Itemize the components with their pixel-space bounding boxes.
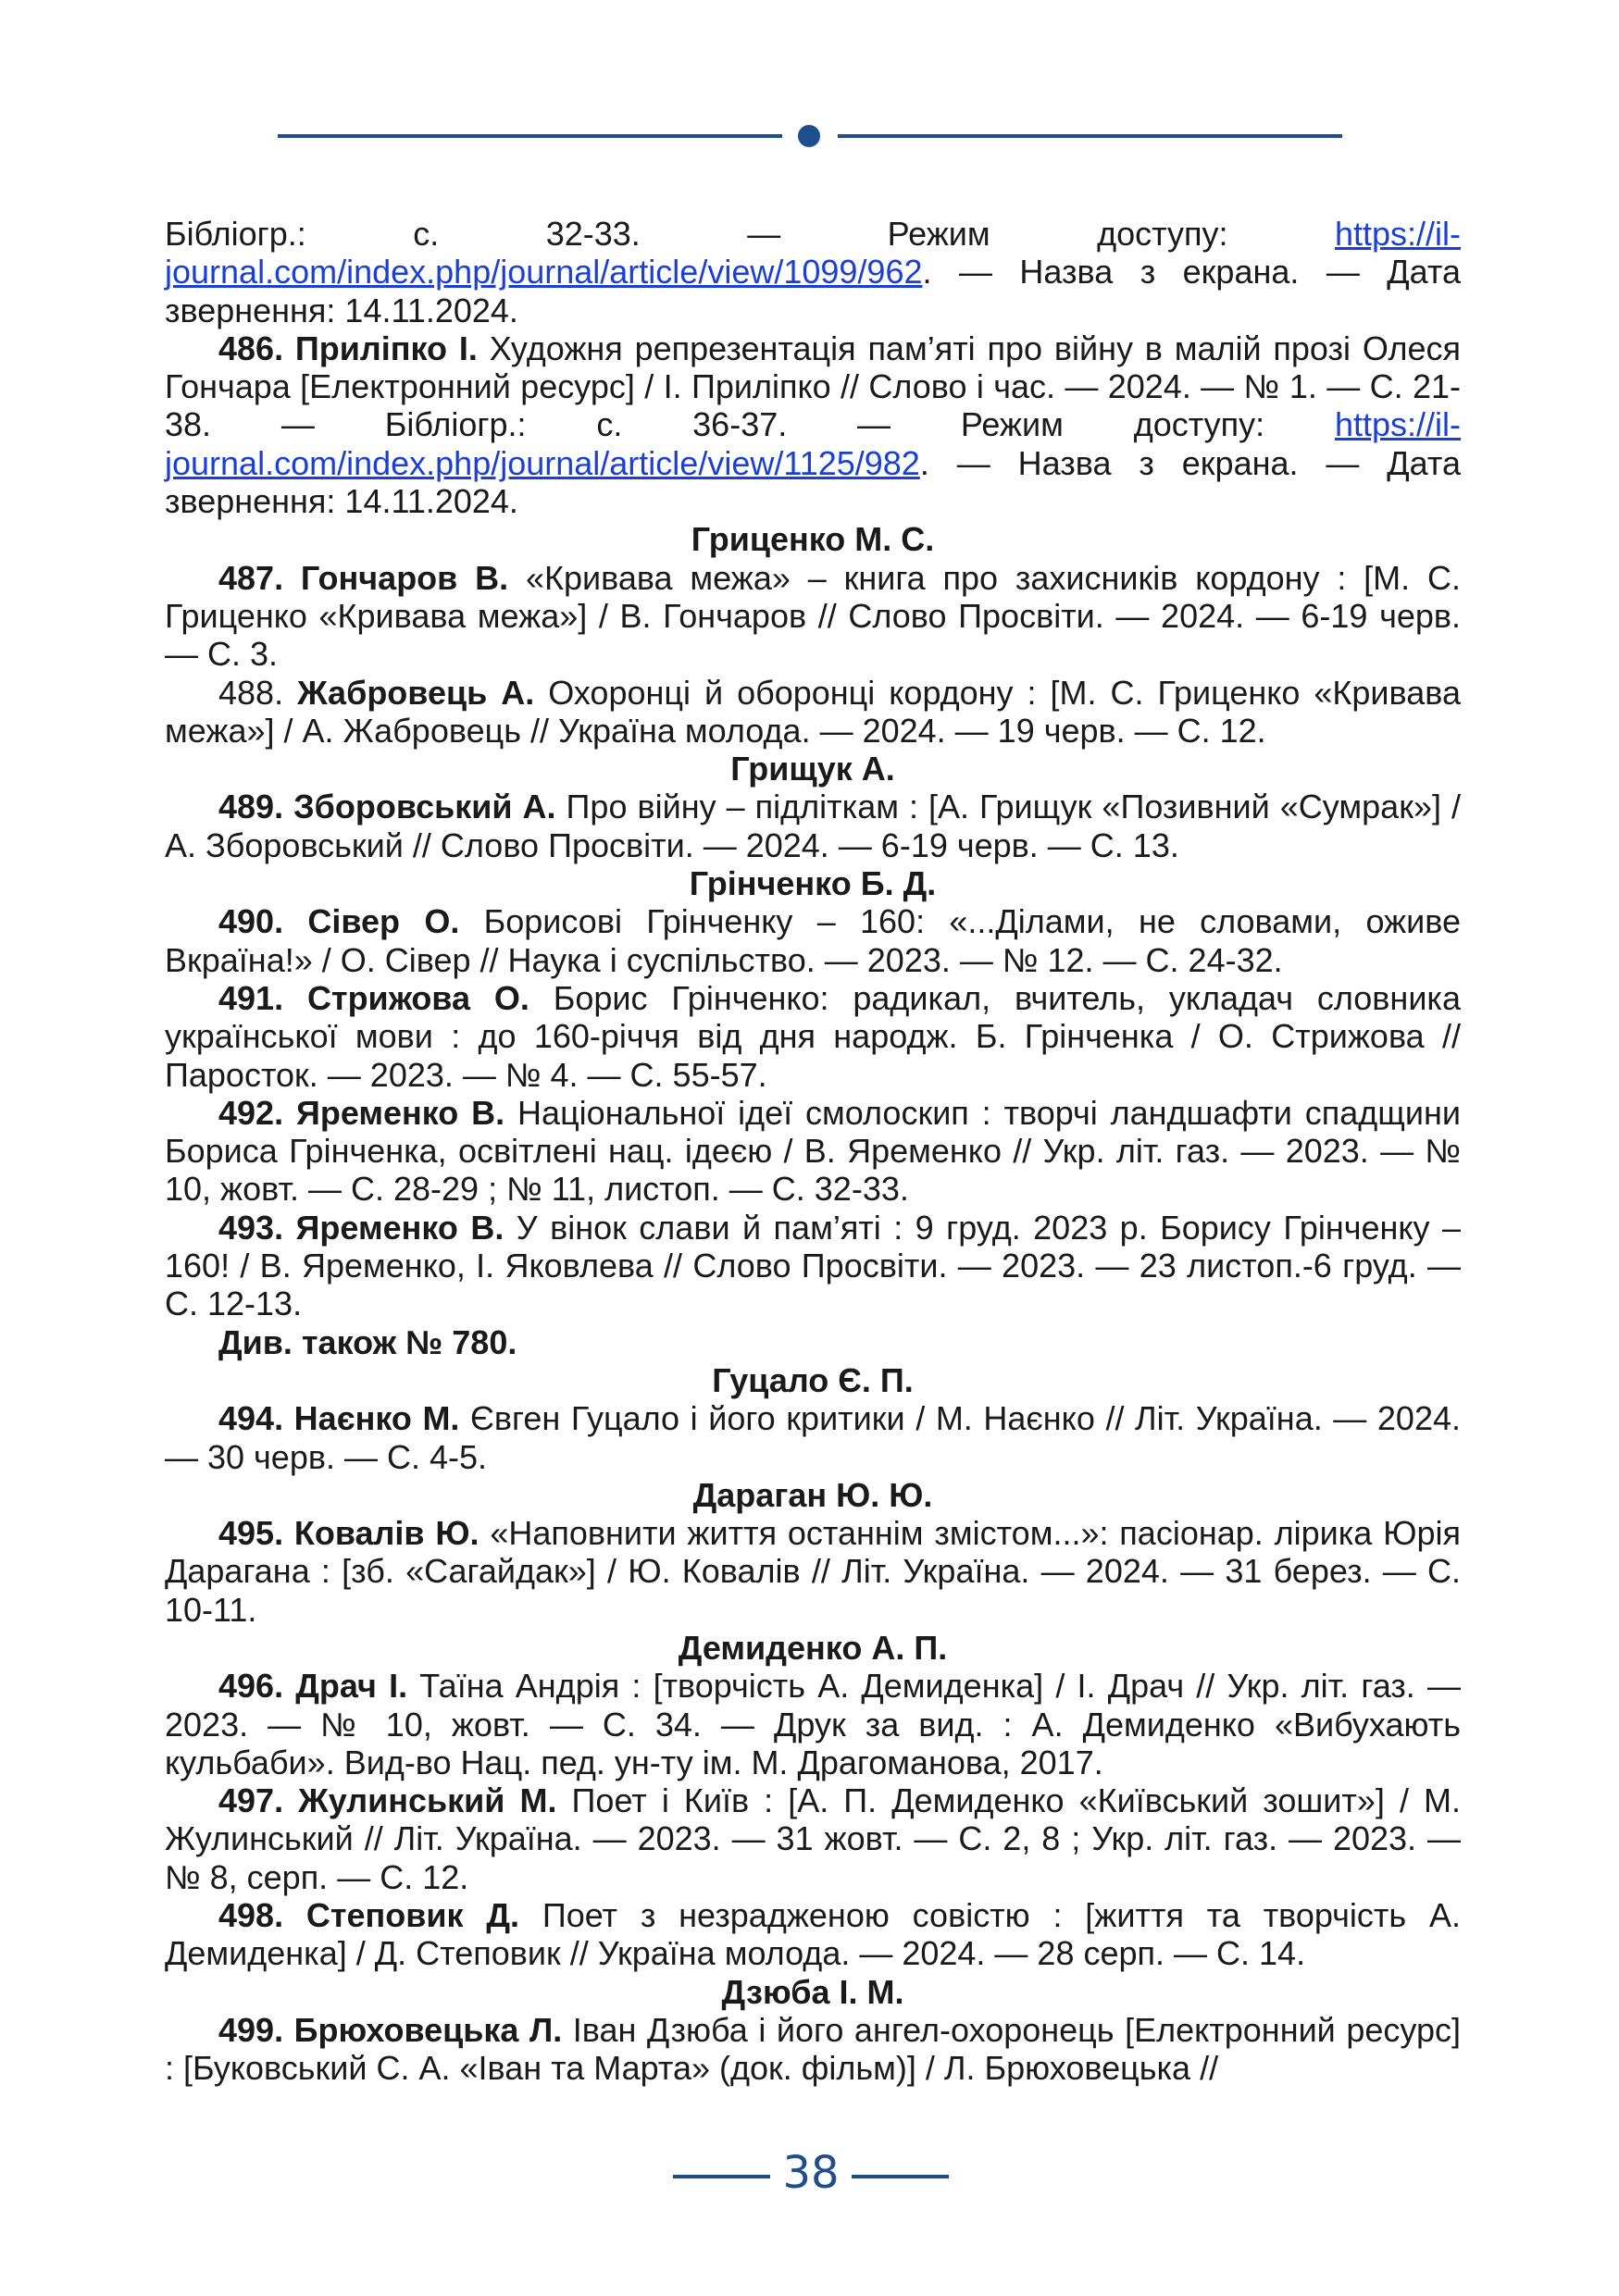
entry-number: 499. [218,2010,284,2049]
section-heading: Демиденко А. П. [678,1628,948,1667]
entry-number: 497. [218,1781,284,1820]
entry-number: 489. [218,788,284,826]
entry-author: Брюховецька Л. [293,2010,563,2049]
page-footer [0,2143,1619,2208]
entry-author: Зборовський А. [293,788,556,826]
section-heading: Дараган Ю. Ю. [692,1475,933,1514]
section-heading: Грищук А. [730,750,895,788]
entry-author: Драч І. [295,1667,408,1706]
entry-number: 488. [218,673,284,712]
entry-number: 493. [218,1208,284,1247]
entry-498: 498. Степовик Д. Поет з незрадженою совістю : [життя та творчість А. Демиденка] / Д. Степовик // Україна молода. — 2024. — 28 серп. — С. 14. [165,1896,1461,1973]
entry-number: 496. [218,1667,284,1706]
entry-author: Стрижова О. [306,978,529,1017]
entry-number: 491. [218,978,284,1017]
entry-496: 496. Драч І. Таїна Андрія : [творчість А. Демиденка] / І. Драч // Укр. літ. газ. — 2023. — № 10, жовт. — С. 34. — Друк за вид. : А. Демиденко «Вибухають кульбаби». Вид-во Нац. пед. ун-ту ім. М. Драгоманова, 2017. [165,1667,1461,1781]
entry-488: 488. Жабровець А. Охоронці й оборонці кордону : [М. С. Гриценко «Кривава межа»] / А. Жабровець // Україна молода. — 2024. — 19 черв. — С. 12. [165,673,1461,750]
entry-author: Приліпко І. [294,329,478,367]
entry-number: 498. [218,1896,284,1935]
entry-author: Яременко В. [295,1093,505,1132]
section-heading: Гриценко М. С. [691,520,935,559]
entry-492: 492. Яременко В. Національної ідеї смолоскип : творчі ландшафти спадщини Бориса Грінченка, освітлені нац. ідеєю / В. Яременко // Укр. літ. газ. — 2023. — № 10, жовт. — С. 28-29 ; № 11, листоп. — С. 32-33. [165,1093,1461,1209]
entry-499: 499. Брюховецька Л. Іван Дзюба і його ангел-охоронець [Електронний ресурс] : [Буковський С. А. «Іван та Марта» (док. фільм)] / Л. Брюховецька // [165,2010,1461,2088]
entry-author: Гончаров В. [300,558,509,597]
entry-number: 495. [218,1514,284,1553]
entry-490: 490. Сівер О. Борисові Грінченку – 160: «...Ділами, не словами, оживе Вкраїна!» / О. Сівер // Наука і суспільство. — 2023. — № 12. — С. 24-32. [165,902,1461,979]
top-rule-left [278,134,782,138]
bibliography-content [165,215,1461,2088]
entry-author: Сівер О. [307,902,460,941]
section-heading: Гуцало Є. П. [712,1360,914,1399]
entry-486: 486. Приліпко І. Художня репрезентація пам’яті про війну в малій прозі Олеся Гончара [Електронний ресурс] / І. Приліпко // Слово і час. — 2024. — № 1. — С. 21-38. — Бібліогр.: с. 36-37. — Режим доступу: https://il-journal.com/index.php/journal/article/view/1125/982. — Назва з екрана. — Дата звернення: 14.11.2024. [165,329,1461,521]
section-heading: Грінченко Б. Д. [689,864,937,903]
footer-rule-right [852,2175,949,2178]
entry-author: Жулинський М. [298,1781,557,1820]
top-rule-dot [798,125,820,147]
entry-author: Наєнко М. [293,1399,460,1438]
entry-author: Степовик Д. [305,1896,520,1935]
entry-493: 493. Яременко В. У вінок слави й пам’яті : 9 груд. 2023 р. Борису Грінченку – 160! / В. Яременко, І. Яковлева // Слово Просвіти. — 2023. — 23 листоп.-6 груд. — С. 12-13. [165,1208,1462,1323]
url-link[interactable]: https://il-journal.com/index.php/journal/article/view/1125/982 [165,405,1461,482]
footer-rule-left [673,2175,770,2178]
entry-489: 489. Зборовський А. Про війну – підліткам : [А. Грищук «Позивний «Сумрак»] / А. Зборовський // Слово Просвіти. — 2024. — 6-19 черв. — С. 13. [165,788,1461,864]
entry-author: Яременко В. [295,1208,504,1247]
entry-number: 490. [218,902,284,941]
entry-494: 494. Наєнко М. Євген Гуцало і його критики / М. Наєнко // Літ. Україна. — 2024. — 30 черв. — С. 4-5. [165,1399,1461,1476]
entry-number: 486. [218,329,284,367]
entry-author: Жабровець А. [297,673,535,712]
entry-491: 491. Стрижова О. Борис Грінченко: радикал, вчитель, укладач словника української мови : до 160-річчя від дня народж. Б. Грінченка / О. Стрижова // Паросток. — 2023. — № 4. — С. 55-57. [165,978,1461,1094]
entry-497: 497. Жулинський М. Поет і Київ : [А. П. Демиденко «Київський зошит»] / М. Жулинський // Літ. Україна. — 2023. — 31 жовт. — С. 2, 8 ; Укр. літ. газ. — 2023. — № 8, серп. — С. 12. [165,1781,1462,1896]
see-also-note: Див. також № 780. [218,1322,517,1361]
page-number: 38 [782,2147,840,2199]
section-heading: Дзюба І. М. [721,1972,904,2011]
entry-number: 487. [218,558,284,597]
entry-487: 487. Гончаров В. «Кривава межа» – книга про захисників кордону : [М. С. Гриценко «Кривава межа»] / В. Гончаров // Слово Просвіти. — 2024. — 6-19 черв. — С. 3. [165,558,1461,674]
entry-number: 494. [218,1399,284,1438]
entry-number: 492. [218,1093,284,1132]
entry-continuation: Бібліогр.: с. 32-33. — Режим доступу: https://il-journal.com/index.php/journal/article/view/1099/962. — Назва з екрана. — Дата звернення: 14.11.2024. [165,215,1461,329]
entry-495: 495. Ковалів Ю. «Наповнити життя останнім змістом...»: пасіонар. лірика Юрія Дарагана : [зб. «Сагайдак»] / Ю. Ковалів // Літ. Україна. — 2024. — 31 берез. — С. 10-11. [165,1514,1461,1629]
entry-author: Ковалів Ю. [293,1514,479,1553]
top-rule-right [838,134,1342,138]
url-link[interactable]: https://il-journal.com/index.php/journal/article/view/1099/962 [165,215,1461,292]
